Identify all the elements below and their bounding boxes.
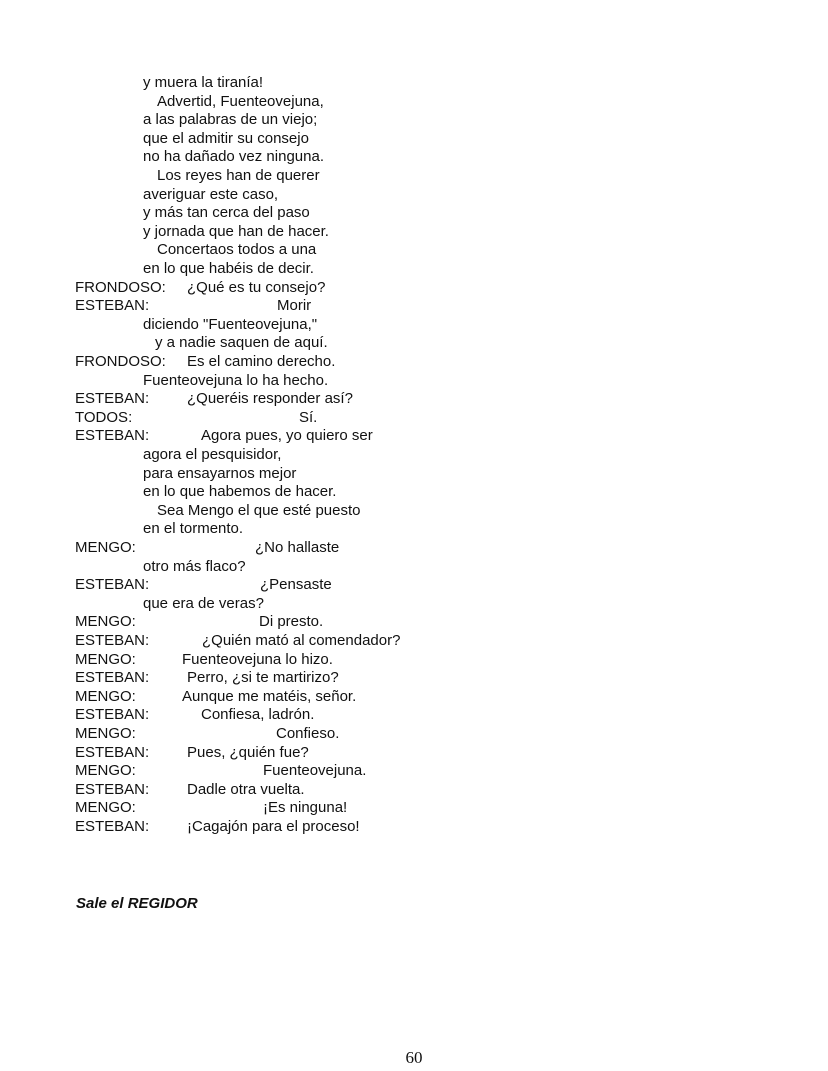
speaker-name: ESTEBAN: [75,818,150,835]
speaker-name: MENGO: [75,613,136,631]
line-text: ¡Es ninguna! [263,799,348,817]
speaker-name: MENGO: [75,687,136,705]
line-text: ¿Pensaste [260,576,332,594]
line-text: que era de veras? [143,594,264,612]
speaker-name: MENGO: [75,539,136,556]
line-text: que el admitir su consejo [143,129,309,147]
line-text: Pues, ¿quién fue? [187,743,309,761]
line-text: Perro, ¿si te martirizo? [187,669,339,687]
speaker-name: MENGO: [75,799,136,817]
line-text: diciendo "Fuenteovejuna," [143,315,318,333]
line-text: y muera la tiranía! [143,74,264,91]
speaker-name: ESTEBAN: [75,743,150,761]
line-text: ¿Queréis responder así? [187,390,353,408]
speaker-name: ESTEBAN: [75,297,150,315]
line-text: Es el camino derecho. [187,353,336,370]
line-text: en lo que habéis de decir. [143,260,314,277]
line-text: Advertid, Fuenteovejuna, [157,92,324,110]
line-text: y más tan cerca del paso [143,204,310,222]
speaker-name: ESTEBAN: [75,780,150,798]
line-text: y jornada que han de hacer. [143,222,329,240]
line-text: Sí. [299,408,318,426]
speaker-name: MENGO: [75,762,136,780]
speaker-name: ESTEBAN: [75,632,150,649]
line-text: no ha dañado vez ninguna. [143,148,324,166]
speaker-name: FRONDOSO: [75,353,166,370]
line-text: en lo que habemos de hacer. [143,483,337,501]
speaker-name: ESTEBAN: [75,576,150,594]
line-text: Concertaos todos a una [157,241,317,259]
line-text: Confiesa, ladrón. [201,706,315,724]
speaker-name: ESTEBAN: [75,706,150,724]
line-text: Fuenteovejuna lo ha hecho. [143,371,329,389]
line-text: Dadle otra vuelta. [187,780,305,798]
line-text: Morir [277,297,312,315]
line-text: Fuenteovejuna. [263,762,367,780]
line-text: Di presto. [259,613,324,631]
line-text: a las palabras de un viejo; [143,111,318,129]
line-text: ¿Quién mató al comendador? [202,632,401,649]
speaker-name: FRONDOSO: [75,278,166,296]
line-text: averiguar este caso, [143,185,279,203]
speaker-name: ESTEBAN: [75,427,150,445]
line-text: y a nadie saquen de aquí. [155,334,328,352]
speaker-name: TODOS: [75,408,133,426]
line-text: ¿Qué es tu consejo? [187,278,326,296]
line-text: Sea Mengo el que esté puesto [157,501,361,519]
line-text: ¿No hallaste [255,539,340,556]
line-text: otro más flaco? [143,557,246,575]
line-text: en el tormento. [143,520,244,538]
line-text: agora el pesquisidor, [143,446,282,463]
line-text: Los reyes han de querer [157,167,320,184]
speaker-name: MENGO: [75,650,136,668]
line-text: Agora pues, yo quiero ser [201,427,373,445]
speaker-name: ESTEBAN: [75,669,150,687]
line-text: Fuenteovejuna lo hizo. [182,650,333,668]
line-text: Confieso. [276,725,340,742]
line-text: para ensayarnos mejor [143,464,297,482]
line-text: Aunque me matéis, señor. [182,687,357,705]
stage-direction: Sale el REGIDOR [76,895,198,912]
speaker-name: ESTEBAN: [75,390,150,408]
speaker-name: MENGO: [75,725,136,742]
page-number: 60 [405,1048,423,1067]
line-text: ¡Cagajón para el proceso! [187,818,360,835]
